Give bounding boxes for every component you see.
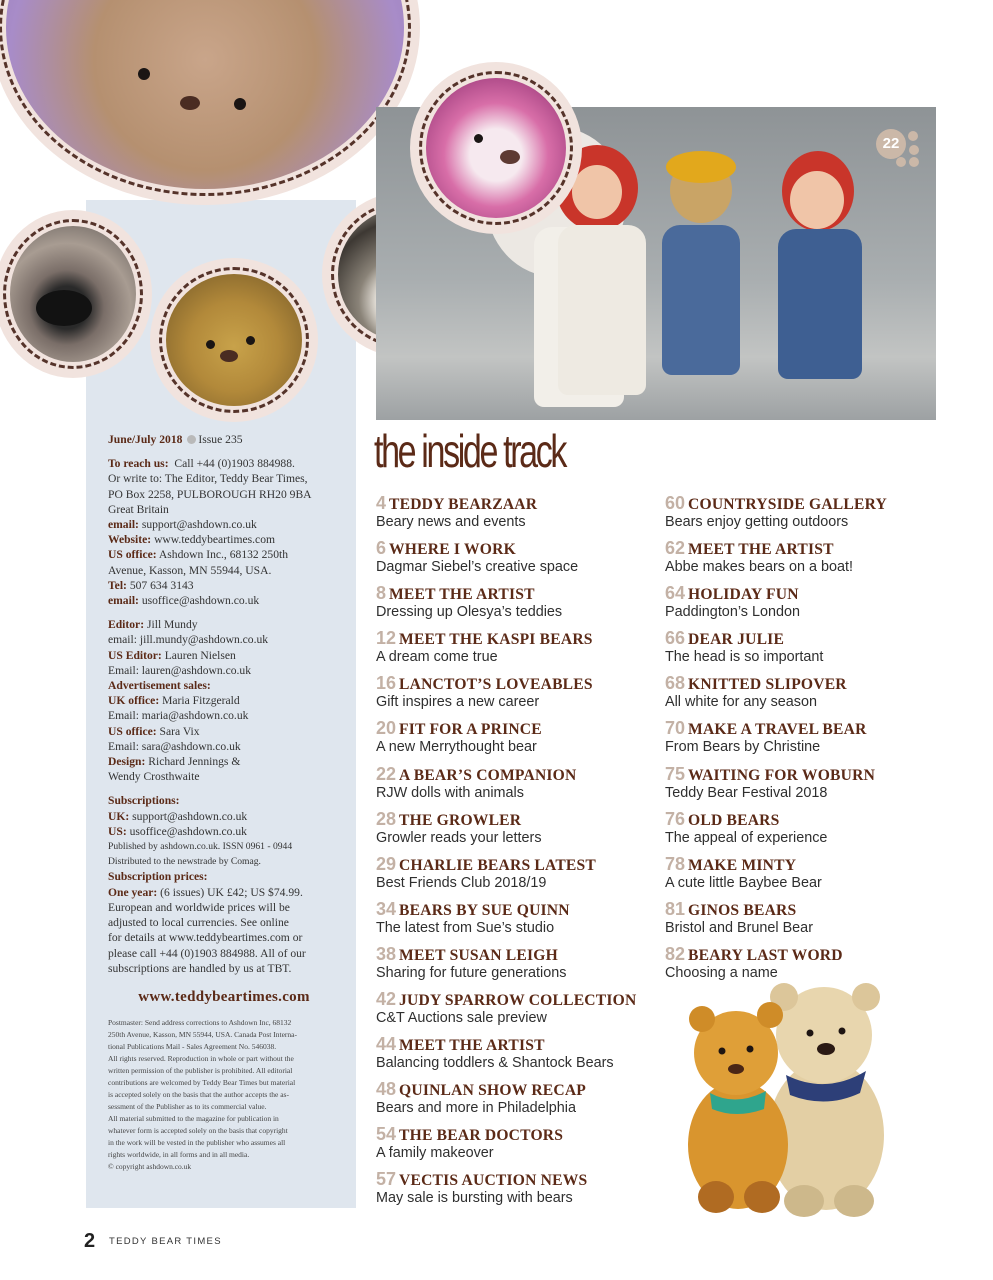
- entry-page-number: 44: [376, 1034, 397, 1055]
- entry-page-number: 57: [376, 1169, 397, 1190]
- entry-subtitle: Best Friends Club 2018/19: [376, 874, 547, 891]
- contents-entry[interactable]: [665, 764, 887, 809]
- entry-page-number: 54: [376, 1124, 397, 1145]
- entry-title: HOLIDAY FUN: [688, 586, 799, 604]
- entry-title: DEAR JULIE: [688, 631, 785, 649]
- entry-title: MEET THE KASPI BEARS: [399, 631, 593, 649]
- contents-entry[interactable]: [376, 718, 636, 763]
- entry-page-number: 82: [665, 943, 686, 964]
- entry-page-number: 78: [665, 853, 686, 874]
- entry-title: FIT FOR A PRINCE: [399, 721, 542, 739]
- issue-date: June/July 2018: [108, 433, 183, 446]
- contents-entry[interactable]: [665, 583, 887, 628]
- section-title: the inside track: [374, 425, 566, 477]
- us-email-link[interactable]: usoffice@ashdown.co.uk: [141, 594, 260, 608]
- entry-title: WHERE I WORK: [389, 541, 516, 559]
- legal-notice: Postmaster: Send address corrections to Ashdown Inc, 68132 250th Avenue, Kasson, MN 55944, USA. Canada Post Interna- tional Publications Mail - Sales Agreement No. 546038. All rights reserved. Reproduction in whole or part without the written permission of the publisher is prohibited. All editorial contributions are welcomed by Teddy Bear Times but material is accepted solely on the basis that the author accepts the as- sessment of the Publisher as to its commercial value. All material submitted to the magazine for publication in whatever form is accepted solely on the basis that copyright in the work will be vested in the publisher who assumes all rights worldwide, in all forms and in all media. © copyright ashdown.co.uk: [108, 1018, 298, 1172]
- entry-subtitle: Bears enjoy getting outdoors: [665, 514, 849, 530]
- contents-entry[interactable]: [665, 899, 887, 944]
- entry-subtitle: C&T Auctions sale preview: [376, 1010, 547, 1027]
- email-link[interactable]: support@ashdown.co.uk: [141, 518, 257, 532]
- entry-title: THE GROWLER: [399, 811, 522, 829]
- entry-title: CHARLIE BEARS LATEST: [399, 856, 596, 874]
- entry-subtitle: Abbe makes bears on a boat!: [665, 559, 853, 576]
- entry-subtitle: Dagmar Siebel’s creative space: [376, 559, 579, 576]
- contents-entry[interactable]: [376, 944, 636, 989]
- contents-list-left: [376, 493, 636, 1215]
- entry-subtitle: Teddy Bear Festival 2018: [665, 784, 828, 801]
- contents-entry[interactable]: [376, 1079, 636, 1124]
- entry-title: THE BEAR DOCTORS: [399, 1127, 564, 1145]
- contents-entry[interactable]: [376, 764, 636, 809]
- contents-entry[interactable]: [665, 854, 887, 899]
- pink-bear-photo: [410, 62, 582, 234]
- contents-entry[interactable]: [376, 673, 636, 718]
- entry-subtitle: Gift inspires a new career: [376, 694, 540, 711]
- entry-subtitle: A dream come true: [376, 649, 498, 666]
- entry-page-number: 22: [376, 763, 397, 784]
- entry-title: WAITING FOR WOBURN: [688, 766, 876, 784]
- contents-list-right: [665, 493, 887, 989]
- entry-page-number: 48: [376, 1079, 397, 1100]
- entry-title: LANCTOT’S LOVEABLES: [399, 676, 593, 694]
- entry-title: GINOS BEARS: [688, 901, 797, 919]
- contents-entry[interactable]: [665, 673, 887, 718]
- entry-title: MAKE A TRAVEL BEAR: [688, 721, 867, 739]
- entry-title: QUINLAN SHOW RECAP: [399, 1082, 587, 1100]
- entry-title: TEDDY BEARZAAR: [389, 496, 538, 513]
- entry-title: MEET THE ARTIST: [389, 586, 535, 604]
- subs-us-link[interactable]: usoffice@ashdown.co.uk: [129, 824, 247, 838]
- contents-entry[interactable]: [376, 1124, 636, 1169]
- contents-entry[interactable]: [376, 1169, 636, 1214]
- entry-page-number: 29: [376, 853, 397, 874]
- entry-subtitle: The appeal of experience: [665, 829, 828, 846]
- entry-title: VECTIS AUCTION NEWS: [399, 1172, 588, 1190]
- dark-bear-photo: [0, 210, 152, 378]
- contents-entry[interactable]: [665, 628, 887, 673]
- contents-entry[interactable]: [376, 989, 636, 1034]
- entry-page-number: 20: [376, 718, 397, 739]
- entry-subtitle: Balancing toddlers & Shantock Bears: [376, 1055, 614, 1072]
- gold-bear-photo: [150, 258, 318, 422]
- entry-page-number: 6: [376, 538, 387, 559]
- entry-page-number: 28: [376, 808, 397, 829]
- entry-title: KNITTED SLIPOVER: [688, 676, 847, 694]
- entry-page-number: 42: [376, 989, 397, 1010]
- entry-subtitle: May sale is bursting with bears: [376, 1190, 573, 1207]
- contents-entry[interactable]: [376, 583, 636, 628]
- entry-title: BEARS BY SUE QUINN: [399, 901, 570, 919]
- entry-subtitle: A new Merrythought bear: [376, 739, 537, 756]
- magazine-name: TEDDY BEAR TIMES: [109, 1236, 222, 1247]
- page-badge-number: 22: [876, 129, 906, 159]
- contents-entry[interactable]: [376, 538, 636, 583]
- entry-title: MEET SUSAN LEIGH: [399, 946, 558, 964]
- issue-number: Issue 235: [198, 433, 243, 446]
- entry-subtitle: RJW dolls with animals: [376, 784, 524, 801]
- entry-page-number: 76: [665, 808, 686, 829]
- entry-subtitle: A cute little Baybee Bear: [665, 874, 822, 891]
- entry-subtitle: Dressing up Olesya’s teddies: [376, 604, 563, 621]
- entry-title: MAKE MINTY: [688, 856, 797, 874]
- site-url[interactable]: www.teddybeartimes.com: [138, 988, 310, 1005]
- lilac-bear-photo: [0, 0, 420, 205]
- entry-page-number: 38: [376, 943, 397, 964]
- entry-title: MEET THE ARTIST: [688, 541, 834, 559]
- entry-page-number: 60: [665, 493, 686, 513]
- entry-subtitle: Growler reads your letters: [376, 829, 542, 846]
- entry-page-number: 62: [665, 538, 686, 559]
- contents-entry[interactable]: [376, 493, 636, 538]
- page-number: 2: [84, 1230, 96, 1252]
- entry-page-number: 34: [376, 898, 397, 919]
- masthead: June/July 2018 Issue 235 To reach us: Call +44 (0)1903 884988. Or write to: The Editor, Teddy Bear Times, PO Box 2258, PULBOROUGH RH20 9BA Great Britain email: support@ashdown.co.uk Website: www.teddybeartimes.com US office: Ashdown Inc., 68132 250th Avenue, Kasson, MN 55944, USA. Tel: 507 634 3143 email: usoffice@ashdown.co.uk Editor: Jill Mundy email: jill.mundy@ashdown.co.uk US Editor: Lauren Nielsen Email: lauren@ashdown.co.uk Advertisement sales: UK office: Maria Fitzgerald Email: maria@ashdown.co.uk US office: Sara Vix Email: sara@ashdown.co.uk Design: Richard Jennings & Wendy Crosthwaite Subscriptions: UK: support@ashdown.co.uk US: usoffice@ashdown.co.uk Published by ashdown.co.uk. ISSN 0961 - 0944 Distributed to the newstrade by Comag. Subscription prices: One year: (6 issues) UK £42; US $74.99. European and worldwide prices will be adjusted to local currencies. See online for details at www.teddybeartimes.com or please call +44 (0)1903 884988. All of our subscriptions are handled by us at TBT. www.teddybeartimes.com Postmaster: Send address corrections to Ashdown Inc, 68132 250th Avenue, Kasson, MN 55944, USA. Canada Post Interna- tional Publications Mail - Sales Agreement No. 546038. All rights reserved. Reproduction in whole or part without the written permission of the publisher is prohibited. All editorial contributions are welcomed by Teddy Bear Times but material is accepted solely on the basis that the author accepts the as- sessment of the Publisher as to its commercial value. All material submitted to the magazine for publication in whatever form is accepted solely on the basis that copyright in the work will be vested in the publisher who assumes all rights worldwide, in all forms and in all media. © copyright ashdown.co.uk: [108, 432, 340, 1173]
- contents-entry[interactable]: [376, 1034, 636, 1079]
- contents-entry[interactable]: [376, 899, 636, 944]
- entry-page-number: 12: [376, 628, 397, 649]
- entry-subtitle: The head is so important: [665, 649, 824, 666]
- entry-page-number: 16: [376, 673, 397, 694]
- bears-photo: [676, 975, 888, 1222]
- entry-page-number: 68: [665, 673, 686, 694]
- website-link[interactable]: www.teddybeartimes.com: [154, 533, 276, 547]
- entry-subtitle: A family makeover: [376, 1145, 494, 1162]
- entry-page-number: 66: [665, 628, 686, 649]
- entry-page-number: 75: [665, 763, 686, 784]
- entry-subtitle: The latest from Sue’s studio: [376, 919, 555, 936]
- entry-subtitle: From Bears by Christine: [665, 739, 821, 756]
- page-badge: [876, 129, 936, 169]
- entry-subtitle: Bristol and Brunel Bear: [665, 919, 813, 936]
- entry-title: A BEAR’S COMPANION: [399, 766, 577, 784]
- contents-entry[interactable]: [665, 538, 887, 583]
- contents-entry[interactable]: [665, 493, 887, 538]
- entry-page-number: 4: [376, 493, 387, 513]
- entry-subtitle: Paddington’s London: [665, 604, 800, 621]
- entry-title: COUNTRYSIDE GALLERY: [688, 496, 887, 513]
- entry-subtitle: Bears and more in Philadelphia: [376, 1100, 576, 1117]
- contents-entry[interactable]: [665, 718, 887, 763]
- entry-page-number: 70: [665, 718, 686, 739]
- subs-uk-link[interactable]: support@ashdown.co.uk: [132, 809, 248, 823]
- dot-icon: [187, 435, 196, 444]
- entry-title: BEARY LAST WORD: [688, 946, 843, 964]
- contents-entry[interactable]: [665, 809, 887, 854]
- entry-subtitle: Beary news and events: [376, 514, 526, 530]
- entry-title: MEET THE ARTIST: [399, 1037, 545, 1055]
- entry-subtitle: Choosing a name: [665, 964, 778, 981]
- entry-title: OLD BEARS: [688, 811, 780, 829]
- entry-page-number: 64: [665, 583, 686, 604]
- entry-title: JUDY SPARROW COLLECTION: [399, 992, 637, 1010]
- entry-page-number: 81: [665, 898, 686, 919]
- contents-entry[interactable]: [376, 809, 636, 854]
- entry-page-number: 8: [376, 583, 387, 604]
- contents-entry[interactable]: [376, 854, 636, 899]
- entry-subtitle: Sharing for future generations: [376, 964, 567, 981]
- contents-entry[interactable]: [376, 628, 636, 673]
- entry-subtitle: All white for any season: [665, 694, 817, 711]
